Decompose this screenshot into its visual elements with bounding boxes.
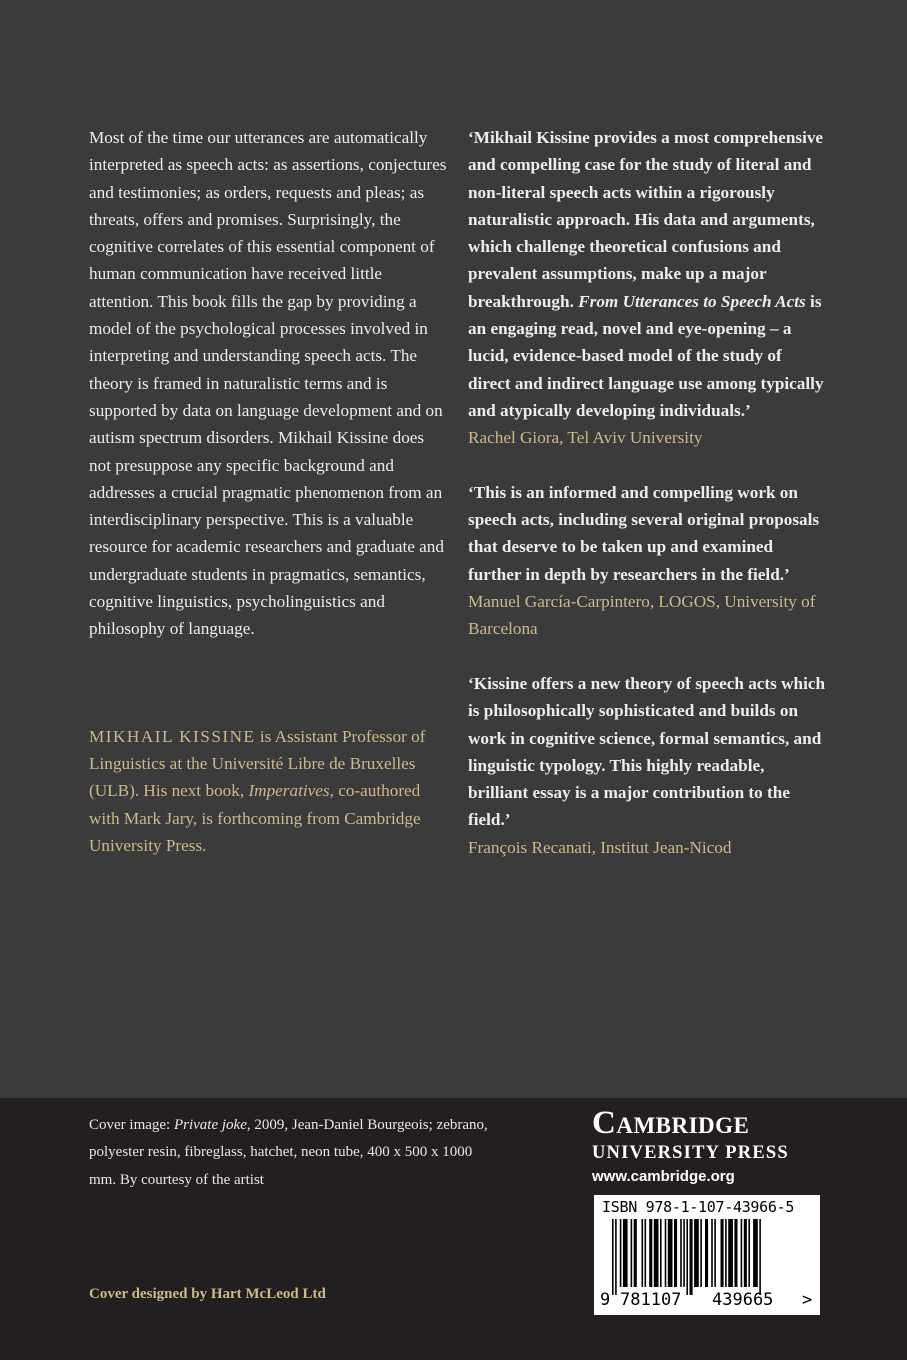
barcode-bar bbox=[631, 1219, 633, 1287]
book-description: Most of the time our utterances are automatically interpreted as speech acts: as assertions, conjectures and testimonies; as orders, requests and pleas; as threats, offers and promises. Surprisingly, the cognitive correlates of this essential component of human communication have received little attention. This book fills the gap by providing a model of the psychological processes involved in interpreting and understanding speech acts. The theory is framed in naturalistic terms and is supported by data on language development and on autism spectrum disorders. Mikhail Kissine does not presuppose any specific background and addresses a crucial pragmatic phenomenon from an interdisciplinary perspective. This is a valuable resource for academic researchers and graduate and undergraduate students in pragmatics, semantics, cognitive linguistics, psycholinguistics and philosophy of language. bbox=[89, 128, 447, 639]
barcode-digit-group: 9 bbox=[600, 1290, 611, 1310]
barcode-bar bbox=[660, 1219, 662, 1287]
barcode-bar bbox=[620, 1219, 622, 1287]
barcode-digit-group: 781107 bbox=[620, 1290, 682, 1310]
barcode-bar bbox=[705, 1219, 708, 1287]
cover-designer-credit: Cover designed by Hart McLeod Ltd bbox=[89, 1286, 326, 1302]
cover-image-label: Cover image: bbox=[89, 1117, 174, 1133]
barcode-bar bbox=[683, 1219, 685, 1287]
author-bio bbox=[89, 723, 449, 859]
barcode-bar bbox=[612, 1219, 614, 1295]
barcode-bar bbox=[725, 1219, 727, 1287]
cover-image-details: , 2009, Jean-Daniel Bourgeois; zebrano, polyester resin, fibreglass, hatchet, neon tube, 400 x 500 x 1000 mm. By courtesy of the artist bbox=[89, 1117, 488, 1188]
right-column bbox=[468, 124, 828, 888]
barcode-bar bbox=[759, 1219, 761, 1295]
endorsement-book-title: From Utterances to Speech Acts bbox=[578, 291, 806, 311]
publisher-subtitle: UNIVERSITY PRESS bbox=[592, 1143, 789, 1163]
barcode-bar bbox=[728, 1219, 733, 1287]
barcode-bar bbox=[711, 1219, 713, 1287]
next-book-title: Imperatives bbox=[248, 781, 330, 801]
artwork-title: Private joke bbox=[173, 1117, 247, 1133]
barcode-bar bbox=[665, 1219, 667, 1287]
barcode-bar bbox=[753, 1219, 758, 1287]
barcode-bar bbox=[668, 1219, 673, 1287]
barcode-bar bbox=[741, 1219, 743, 1287]
barcode-bar bbox=[642, 1219, 644, 1287]
endorsement-attribution bbox=[468, 588, 828, 643]
author-bio-text-2: , co-authored with Mark Jary, is forthcoming from Cambridge University Press. bbox=[89, 781, 421, 855]
barcode-digit-group: 439665 bbox=[712, 1290, 774, 1310]
barcode-bar bbox=[714, 1219, 716, 1287]
barcode-bar bbox=[690, 1219, 693, 1295]
barcode-bar bbox=[744, 1219, 747, 1287]
publisher-logo bbox=[592, 1104, 832, 1190]
barcode-bar bbox=[623, 1219, 628, 1287]
barcode-bar bbox=[654, 1219, 659, 1287]
cover-image-credit bbox=[89, 1112, 489, 1194]
barcode-bar bbox=[748, 1219, 750, 1287]
endorsement-attribution-text: Manuel García-Carpintero, LOGOS, University of Barcelona bbox=[468, 592, 816, 639]
publisher-name: Cambridge bbox=[592, 1105, 750, 1141]
endorsement-text: ‘Kissine offers a new theory of speech acts which is philosophically sophisticated and builds on work in cognitive science, formal semantics, and linguistic typology. This highly readable, brilliant essay is a major contribution to the field.’ bbox=[468, 673, 826, 830]
left-column bbox=[89, 124, 449, 859]
barcode-digit-group: > bbox=[802, 1290, 813, 1310]
barcode-bar bbox=[700, 1219, 702, 1287]
endorsement-attribution: Rachel Giora, Tel Aviv University bbox=[468, 428, 703, 448]
endorsement-text: ‘This is an informed and compelling work on speech acts, including several original proposals that deserve to be taken up and examined further in depth by researchers in the field.’ bbox=[468, 482, 820, 584]
endorsement-text-post: is an engaging read, novel and eye-opening – a lucid, evidence-based model of the study of direct and indirect language use among typically and atypically developing individuals.’ bbox=[468, 291, 824, 420]
endorsement bbox=[468, 124, 828, 452]
endorsement-text bbox=[468, 124, 828, 424]
endorsement bbox=[468, 479, 828, 643]
author-bio-text-1: is Assistant Professor of Linguistics at the Université Libre de Bruxelles (ULB). His next book, bbox=[89, 726, 426, 801]
isbn-label: ISBN 978-1-107-43966-5 bbox=[602, 1198, 795, 1216]
barcode-bar bbox=[649, 1219, 652, 1287]
barcode-bar bbox=[615, 1219, 617, 1295]
isbn-barcode bbox=[594, 1195, 820, 1315]
publisher-url[interactable]: www.cambridge.org bbox=[592, 1168, 735, 1185]
barcode-bar bbox=[674, 1219, 677, 1287]
barcode-bar bbox=[721, 1219, 724, 1287]
endorsement bbox=[468, 670, 828, 861]
barcode-bar bbox=[686, 1219, 688, 1295]
barcode-bar bbox=[680, 1219, 682, 1287]
barcode-bar bbox=[634, 1219, 637, 1287]
barcode-bar bbox=[645, 1219, 647, 1287]
barcode-bar bbox=[734, 1219, 737, 1287]
endorsement-text-pre: ‘Mikhail Kissine provides a most comprehensive and compelling case for the study of literal and non-literal speech acts within a rigorously naturalistic approach. His data and arguments, which challenge theoretical confusions and prevalent assumptions, make up a major breakthrough. bbox=[468, 128, 824, 311]
author-name: MIKHAIL KISSINE bbox=[89, 726, 256, 746]
barcode-bar bbox=[694, 1219, 699, 1287]
endorsement-attribution: François Recanati, Institut Jean-Nicod bbox=[468, 837, 732, 857]
